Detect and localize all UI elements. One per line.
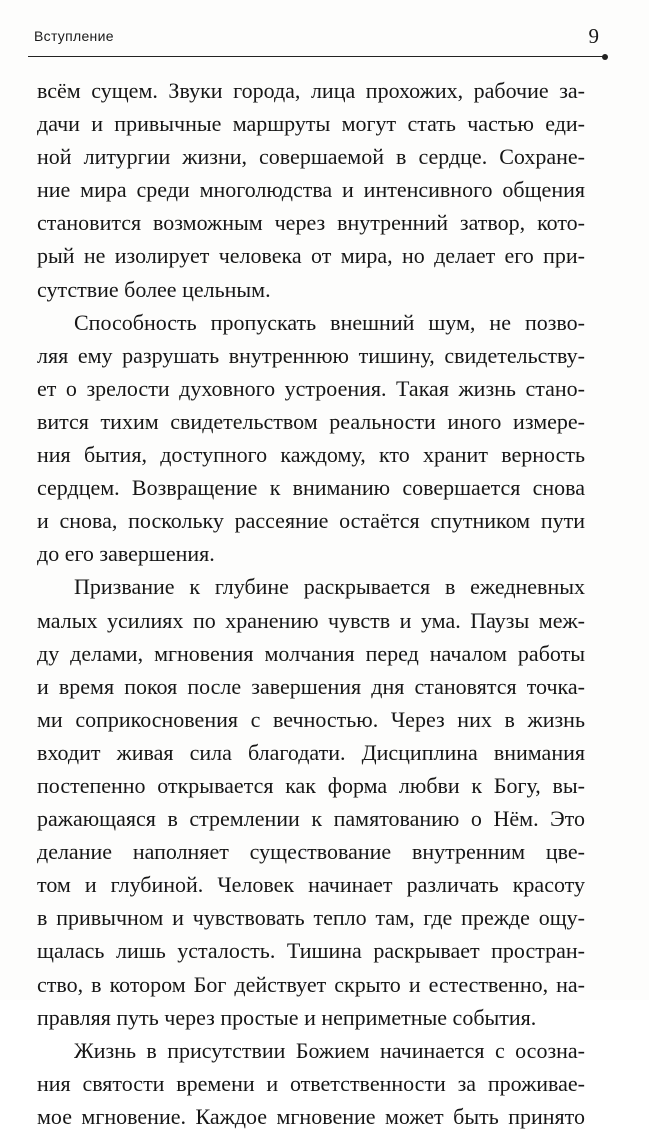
text-line: Способность пропускать внешний шум, не позво-: [74, 309, 585, 335]
text-line: малых усилиях по хранению чувств и ума. Паузы меж-: [37, 607, 585, 633]
text-line: входит живая сила благодати. Дисциплина внимания: [37, 739, 585, 765]
text-line: ду делами, мгновения молчания перед началом работы: [37, 640, 585, 666]
page-number: 9: [588, 24, 599, 48]
text-line: ражающаяся в стремлении к памятованию о Нём. Это: [37, 806, 585, 832]
text-line: мое мгновение. Каждое мгновение может быть принято: [37, 1103, 585, 1129]
text-line: делание наполняет существование внутренним цве-: [37, 839, 585, 865]
text-line: сердцем. Возвращение к вниманию совершается снова: [37, 475, 585, 501]
text-line: сутствие более цельным.: [37, 276, 271, 302]
text-line: том и глубиной. Человек начинает различать красоту: [37, 872, 585, 898]
running-head: Вступление: [34, 28, 114, 44]
text-line: ми соприкосновения с вечностью. Через них в жизнь: [37, 706, 585, 732]
text-line: всём сущем. Звуки города, лица прохожих, рабочие за-: [37, 78, 585, 103]
text-line: ет о зрелости духовного устроения. Такая жизнь стано-: [37, 375, 585, 401]
text-line: рый не изолирует человека от мира, но делает его при-: [37, 243, 585, 269]
text-line: в привычном и чувствовать тепло там, где прежде ощу-: [37, 905, 585, 931]
text-line: вится тихим свидетельством реальности иного измере-: [37, 408, 585, 434]
paragraph: [37, 74, 585, 306]
text-line: и время покоя после завершения дня становятся точка-: [37, 673, 585, 699]
text-line: ство, в котором Бог действует скрыто и естественно, на-: [37, 971, 585, 997]
text-line: Жизнь в присутствии Божием начинается с осозна-: [74, 1037, 585, 1063]
text-line: становится возможным через внутренний затвор, кото-: [37, 210, 585, 236]
text-line: правляя путь через простые и неприметные события.: [37, 1004, 537, 1030]
paragraph: [37, 570, 585, 1033]
text-line: ния святости времени и ответственности за проживае-: [37, 1070, 585, 1096]
text-line: постепенно открывается как форма любви к Богу, вы-: [37, 772, 585, 798]
text-line: ние мира среди многолюдства и интенсивного общения: [37, 177, 585, 203]
text-line: щалась лишь усталость. Тишина раскрывает простран-: [37, 938, 585, 964]
text-line: дачи и привычные маршруты могут стать частью еди-: [37, 111, 585, 137]
header-rule-end-dot: [602, 54, 608, 60]
text-line: ния бытия, доступного каждому, кто хранит верность: [37, 442, 585, 468]
text-line: Призвание к глубине раскрывается в ежедневных: [74, 574, 585, 600]
text-line: ляя ему разрушать внутреннюю тишину, свидетельству-: [37, 342, 585, 368]
text-line: ной литургии жизни, совершаемой в сердце. Сохране-: [37, 144, 585, 170]
paragraph: [37, 306, 585, 571]
body-text: [37, 74, 585, 1133]
text-line: и снова, поскольку рассеяние остаётся спутником пути: [37, 508, 585, 534]
text-line: до его завершения.: [37, 541, 215, 567]
paragraph: [37, 1034, 585, 1133]
header-rule: [28, 56, 606, 57]
